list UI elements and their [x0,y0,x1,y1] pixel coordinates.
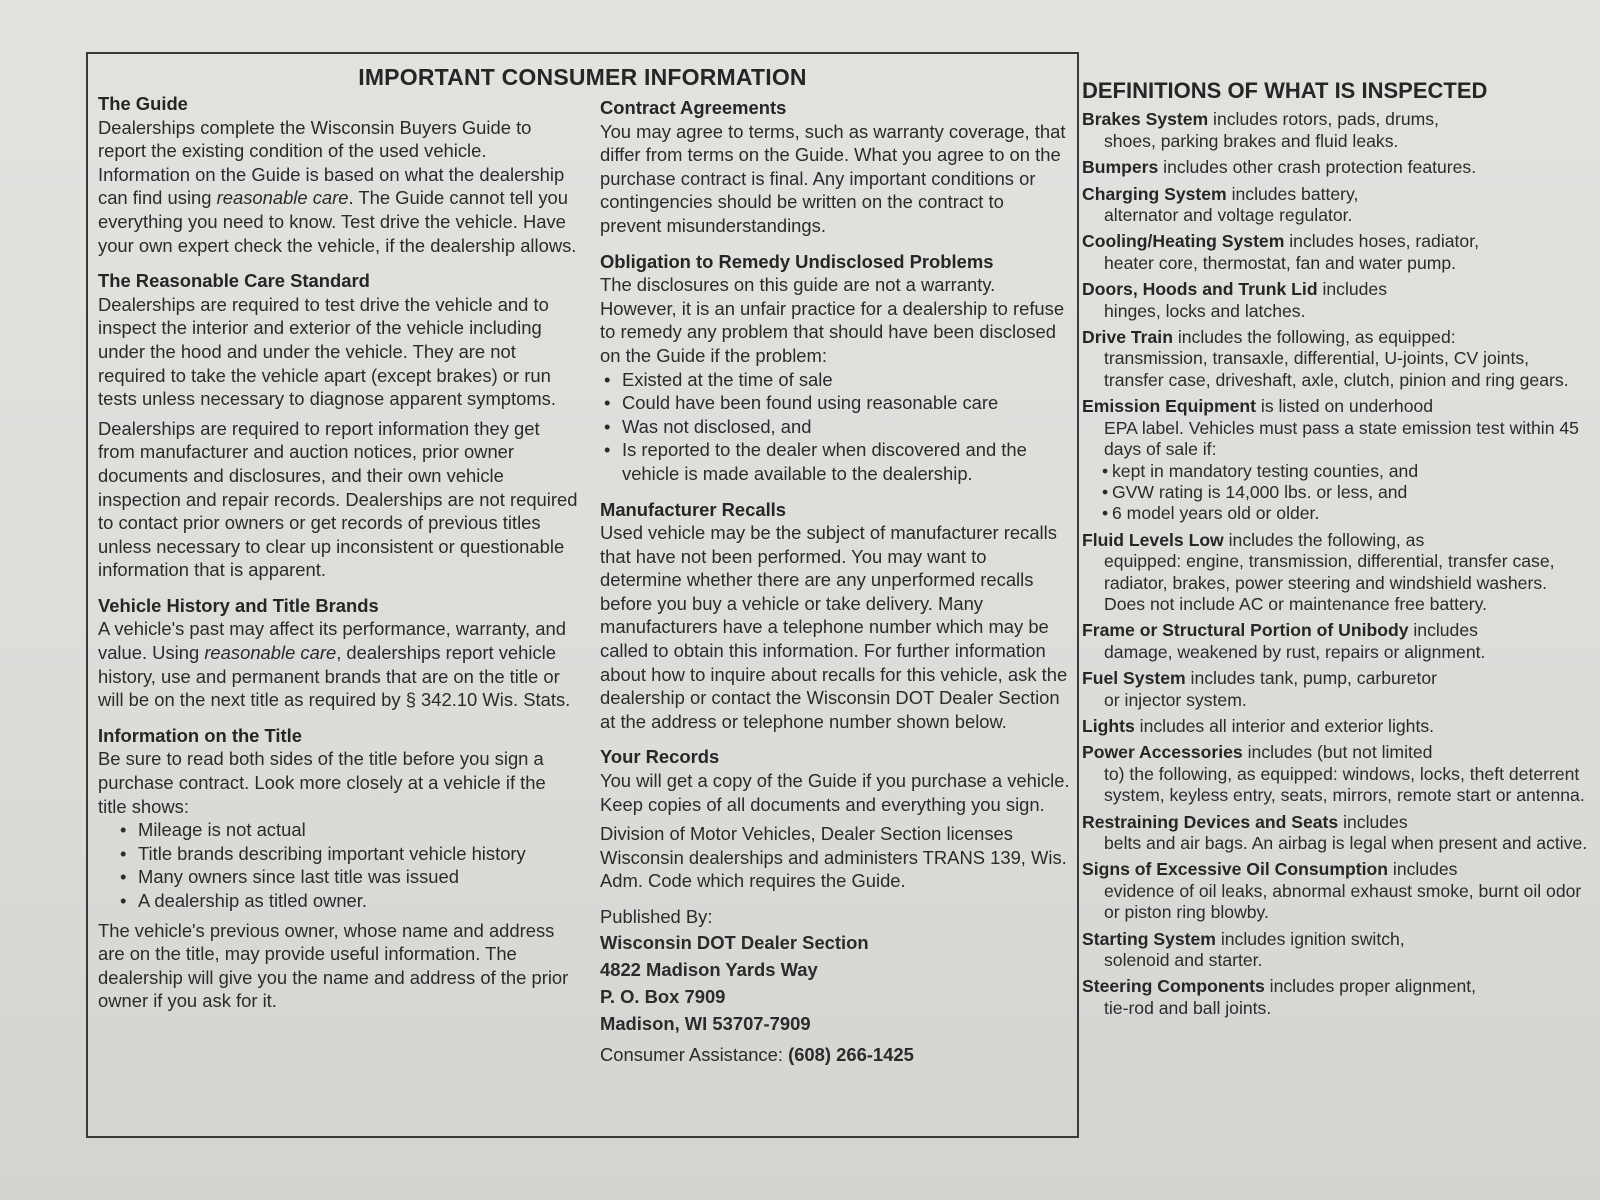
heading-the-guide: The Guide [98,93,188,114]
obligation-text: The disclosures on this guide are not a warranty. However, it is an unfair practice for a dealership to refuse to remedy any problem that should have been disclosed on the Guide if the problem: [600,274,1065,366]
definition-rest: alternator and voltage regulator. [1104,205,1353,226]
definition-term: Frame or Structural Portion of Unibody [1082,620,1409,641]
definition-term: Lights [1082,715,1135,736]
list-item: • A dealership as titled owner. [120,889,578,913]
section-title-info [98,724,578,1013]
publisher-po-box: P. O. Box 7909 [600,985,726,1007]
definition-term: Drive Train [1082,327,1173,348]
publisher-name: Wisconsin DOT Dealer Section [600,931,869,953]
heading-records: Your Records [600,746,720,768]
definition-head: includes other crash protection features. [1158,157,1477,178]
definition-term: Steering Components [1082,976,1265,997]
definition-item [1082,279,1592,322]
definition-rest: transmission, transaxle, differential, U-joints, CV joints, transfer case, driveshaft, axle, clutch, pinion and ring gears. [1104,348,1569,390]
definition-rest: shoes, parking brakes and fluid leaks. [1104,130,1399,151]
section-recalls [600,498,1070,734]
list-item: • GVW rating is 14,000 lbs. or less, and [1102,482,1592,503]
definition-head: includes [1338,811,1408,832]
definitions-column [1082,80,1592,1024]
definition-rest: EPA label. Vehicles must pass a state emission test within 45 days of sale if: [1104,417,1579,460]
list-item: • Title brands describing important vehicle history [120,842,578,866]
reasonable-care-para-2: Dealerships are required to report information they get from manufacturer and auction notices, prior owner documents and disclosures, and their own vehicle inspection and repair records. Dealerships are not required to contact prior owners or get records of previous titles unless necessary to clear up inconsistent or questionable information that is apparent. [98,417,578,581]
section-vehicle-history [98,594,578,712]
heading-obligation: Obligation to Remedy Undisclosed Problems [600,250,994,272]
heading-vehicle-history: Vehicle History and Title Brands [98,594,379,616]
consumer-assistance: Consumer Assistance: (608) 266-1425 [600,1043,914,1065]
definition-rest: belts and air bags. An airbag is legal when present and active. [1104,833,1588,853]
definition-item [1082,668,1592,711]
list-item: • Is reported to the dealer when discovered and the vehicle is made available to the dealership. [604,438,1070,485]
definition-head: includes (but not limited [1242,742,1433,763]
heading-title-info: Information on the Title [98,724,302,746]
publisher-city: Madison, WI 53707-7909 [600,1012,811,1034]
list-item: • Was not disclosed, and [604,415,1070,439]
definition-item [1082,184,1592,227]
assistance-phone: (608) 266-1425 [788,1043,914,1065]
title-info-outro: The vehicle's previous owner, whose name and address are on the title, may provide useful information. The dealership will give you the name and address of the prior owner if you ask for it. [98,919,569,1012]
box-title: IMPORTANT CONSUMER INFORMATION [358,64,807,90]
definition-head: includes hoses, radiator, [1284,231,1479,252]
definition-item [1082,157,1592,178]
definition-item [1082,620,1592,663]
definition-term: Emission Equipment [1082,396,1257,417]
definition-head: includes proper alignment, [1264,976,1477,997]
records-text-2: Division of Motor Vehicles, Dealer Section licenses Wisconsin dealerships and administers TRANS 139, Wis. Adm. Code which requires the Guide. [600,823,1067,892]
heading-reasonable-care: The Reasonable Care Standard [98,270,370,292]
definition-rest: heater core, thermostat, fan and water pump. [1104,252,1457,273]
definition-term: Brakes System [1082,109,1209,130]
definition-head: includes rotors, pads, drums, [1208,109,1439,130]
definition-head: includes the following, as [1223,529,1425,550]
definition-rest: to) the following, as equipped: windows, locks, theft deterrent system, keyless entry, seats, mirrors, remote start or antenna. [1104,763,1585,806]
definition-rest: equipped: engine, transmission, differential, transfer case, radiator, brakes, power steering and windshield washers. Does not include AC or maintenance free battery. [1104,551,1555,614]
definition-head: includes battery, [1226,183,1359,204]
definition-item [1082,929,1592,972]
definition-item [1082,859,1592,923]
definition-rest: or injector system. [1104,689,1247,710]
published-label: Published By: [600,906,713,927]
list-item: • Could have been found using reasonable care [604,391,1070,415]
section-obligation [600,250,1070,486]
section-published [600,905,1070,1066]
list-item: • kept in mandatory testing counties, and [1102,461,1592,482]
definition-term: Power Accessories [1082,742,1243,763]
heading-recalls: Manufacturer Recalls [600,498,787,520]
definition-head: includes [1408,620,1478,641]
definition-item [1082,742,1592,806]
section-records [600,745,1070,893]
list-item: • 6 model years old or older. [1102,503,1592,524]
definition-item [1082,812,1592,855]
definition-head: includes tank, pump, carburetor [1185,668,1437,689]
section-reasonable-care [98,269,578,582]
consumer-info-box [86,52,1079,1138]
title-info-list [98,818,578,912]
definition-head: includes ignition switch, [1215,928,1405,949]
definitions-list [1082,109,1592,1019]
left-column [98,92,578,1025]
definition-item [1082,327,1592,391]
definition-head: includes [1317,279,1388,300]
definition-item [1082,231,1592,274]
definition-rest: solenoid and starter. [1104,950,1263,971]
definition-head: includes [1388,859,1458,880]
definition-rest: tie-rod and ball joints. [1104,997,1272,1018]
definition-rest: damage, weakened by rust, repairs or alignment. [1104,641,1486,662]
definition-item [1082,976,1592,1019]
recalls-text: Used vehicle may be the subject of manufacturer recalls that have not been performed. You may want to determine whether there are any unperformed recalls before you buy a vehicle or take delivery. Many manufacturers have a telephone number which may be called to obtain this information. For further information about how to inquire about recalls for this vehicle, ask the dealership or contact the Wisconsin DOT Dealer Section at the address or telephone number shown below. [600,522,1068,732]
definition-term: Cooling/Heating System [1082,231,1285,252]
reasonable-care-para-1: Dealerships are required to test drive the vehicle and to inspect the interior and exterior of the vehicle including under the hood and under the vehicle. They are not required to take the vehicle apart (except brakes) or run tests unless necessary to diagnose apparent symptoms. [98,293,556,410]
section-the-guide [98,92,578,257]
definition-head: includes all interior and exterior lights. [1134,715,1435,736]
definition-term: Charging System [1082,183,1227,204]
section-contract [600,96,1070,238]
definition-term: Bumpers [1082,157,1159,178]
definition-rest: evidence of oil leaks, abnormal exhaust smoke, burnt oil odor or piston ring blowby. [1104,880,1582,923]
definition-term: Doors, Hoods and Trunk Lid [1082,279,1318,300]
definitions-title: DEFINITIONS OF WHAT IS INSPECTED [1082,78,1488,103]
records-text: You will get a copy of the Guide if you purchase a vehicle. Keep copies of all documents and everything you sign. [600,770,1070,815]
list-item: • Existed at the time of sale [604,368,1070,392]
definition-item [1082,716,1592,737]
definition-rest: hinges, locks and latches. [1104,300,1306,321]
obligation-list [600,368,1070,486]
contract-text: You may agree to terms, such as warranty coverage, that differ from terms on the Guide. What you agree to on the purchase contract is final. Any important conditions or contingencies should be written on the contract to prevent misunderstandings. [600,120,1066,236]
title-info-intro: Be sure to read both sides of the title before you sign a purchase contract. Look more closely at a vehicle if the title shows: [98,748,546,817]
vehicle-history-text: A vehicle's past may affect its performance, warranty, and value. Using reasonable care, dealerships report vehicle history, use and permanent brands that are on the title or will be on the next title as required by § 342.10 Wis. Stats. [98,618,571,711]
emission-list [1082,461,1592,525]
guide-text: Dealerships complete the Wisconsin Buyers Guide to report the existing condition of the used vehicle. Information on the Guide is based on what the dealership can find using reasonable care. The Guide cannot tell you everything you need to know. Test drive the vehicle. Have your own expert check the vehicle, if the dealership allows. [98,116,577,256]
definition-head: is listed on underhood [1256,396,1434,417]
definition-head: includes the following, as equipped: [1172,327,1456,348]
definition-item [1082,396,1592,524]
definition-item [1082,530,1592,616]
heading-contract: Contract Agreements [600,97,787,118]
definition-term: Fluid Levels Low [1082,529,1224,550]
list-item: • Many owners since last title was issued [120,865,578,889]
definition-term: Signs of Excessive Oil Consumption [1082,859,1389,880]
definition-term: Fuel System [1082,668,1186,689]
definition-item [1082,109,1592,152]
definition-term: Restraining Devices and Seats [1082,811,1339,832]
list-item: • Mileage is not actual [120,818,578,842]
publisher-street: 4822 Madison Yards Way [600,958,818,980]
middle-column [600,96,1070,1066]
definition-term: Starting System [1082,928,1216,949]
